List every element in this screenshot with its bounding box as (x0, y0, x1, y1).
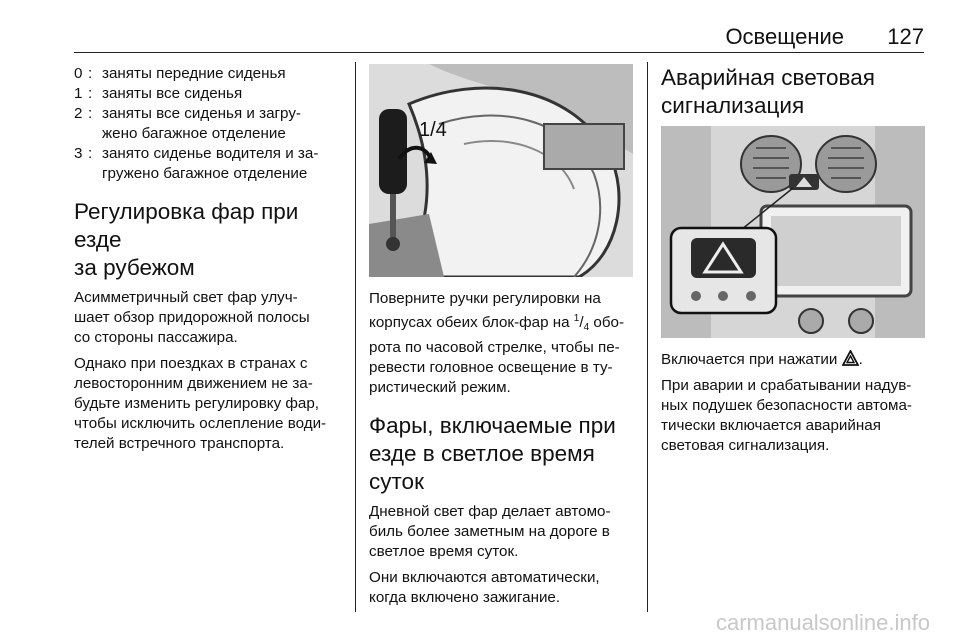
page-header (74, 0, 924, 50)
fraction-slash: / (579, 314, 584, 331)
column-divider-1 (355, 62, 356, 612)
list-item-text: занято сиденье водителя и за- гружено багажное отделение (102, 145, 319, 182)
column-divider-2 (647, 62, 648, 612)
hazard-button-illustration (661, 126, 925, 338)
hazard-warning-icon (842, 350, 859, 366)
figure-label: 1/4 (419, 119, 447, 141)
list-item-number: 0 (74, 65, 83, 82)
paragraph-airbag-hazard: При аварии и срабатывании надув- ных подушек безопасности автома- тически включается аварийная световая сигнализация. (661, 377, 912, 454)
paragraph-daytime-visibility: Дневной свет фар делает автомо- биль более заметным на дороге в светлое время суток. (369, 503, 611, 560)
list-item (74, 64, 346, 84)
caption-pre: Поверните ручки регулировки на корпусах обеих блок-фар на (369, 290, 601, 331)
list-item-text: заняты все сиденья (102, 85, 243, 102)
caption-headlight-adjust (369, 289, 637, 398)
list-item (74, 84, 346, 104)
caption-hazard-press (661, 350, 926, 370)
list-item-number: 1 (74, 85, 83, 102)
list-item-number: 3 (74, 145, 83, 162)
list-item-text: заняты передние сиденья (102, 65, 286, 82)
caption-post: . (858, 351, 863, 368)
headlight-adjust-illustration (369, 64, 633, 277)
fraction-denominator: 4 (583, 322, 590, 333)
list-item (74, 144, 346, 184)
occupancy-list (74, 64, 346, 184)
header-rule (74, 52, 924, 53)
caption-post: обо- рота по часовой стрелке, чтобы пе- ревести головное освещение в ту- ристический режим. (369, 314, 625, 396)
list-item-number: 2 (74, 105, 83, 122)
list-item-colon: : (88, 65, 93, 82)
list-item-text: заняты все сиденья и загру- жено багажное отделение (102, 105, 301, 142)
list-item-colon: : (88, 105, 93, 122)
section-title: Освещение (725, 24, 844, 49)
list-item-colon: : (88, 145, 93, 162)
column-middle (369, 64, 637, 608)
column-right (661, 64, 926, 456)
heading-hazard-lights: Аварийная световая сигнализация (661, 65, 875, 118)
list-item (74, 104, 346, 144)
caption-pre: Включается при нажатии (661, 351, 842, 368)
heading-daytime-lights: Фары, включаемые при езде в светлое время суток (369, 413, 616, 494)
column-left (74, 64, 346, 454)
page-number: 127 (887, 24, 924, 49)
list-item-colon: : (88, 85, 93, 102)
heading-headlight-abroad: Регулировка фар при езде за рубежом (74, 199, 299, 280)
watermark: carmanualsonline.info (715, 610, 930, 635)
paragraph-auto-on: Они включаются автоматически, когда включено зажигание. (369, 569, 600, 606)
paragraph-left-traffic: Однако при поездках в странах с левосторонним движением не за- будьте изменить регулировку фар, чтобы исключить ослепление води- телей встречного транспорта. (74, 355, 327, 452)
paragraph-asymmetric: Асимметричный свет фар улуч- шает обзор придорожной полосы со стороны пассажира. (74, 289, 310, 346)
fraction-numerator: 1 (573, 313, 580, 324)
